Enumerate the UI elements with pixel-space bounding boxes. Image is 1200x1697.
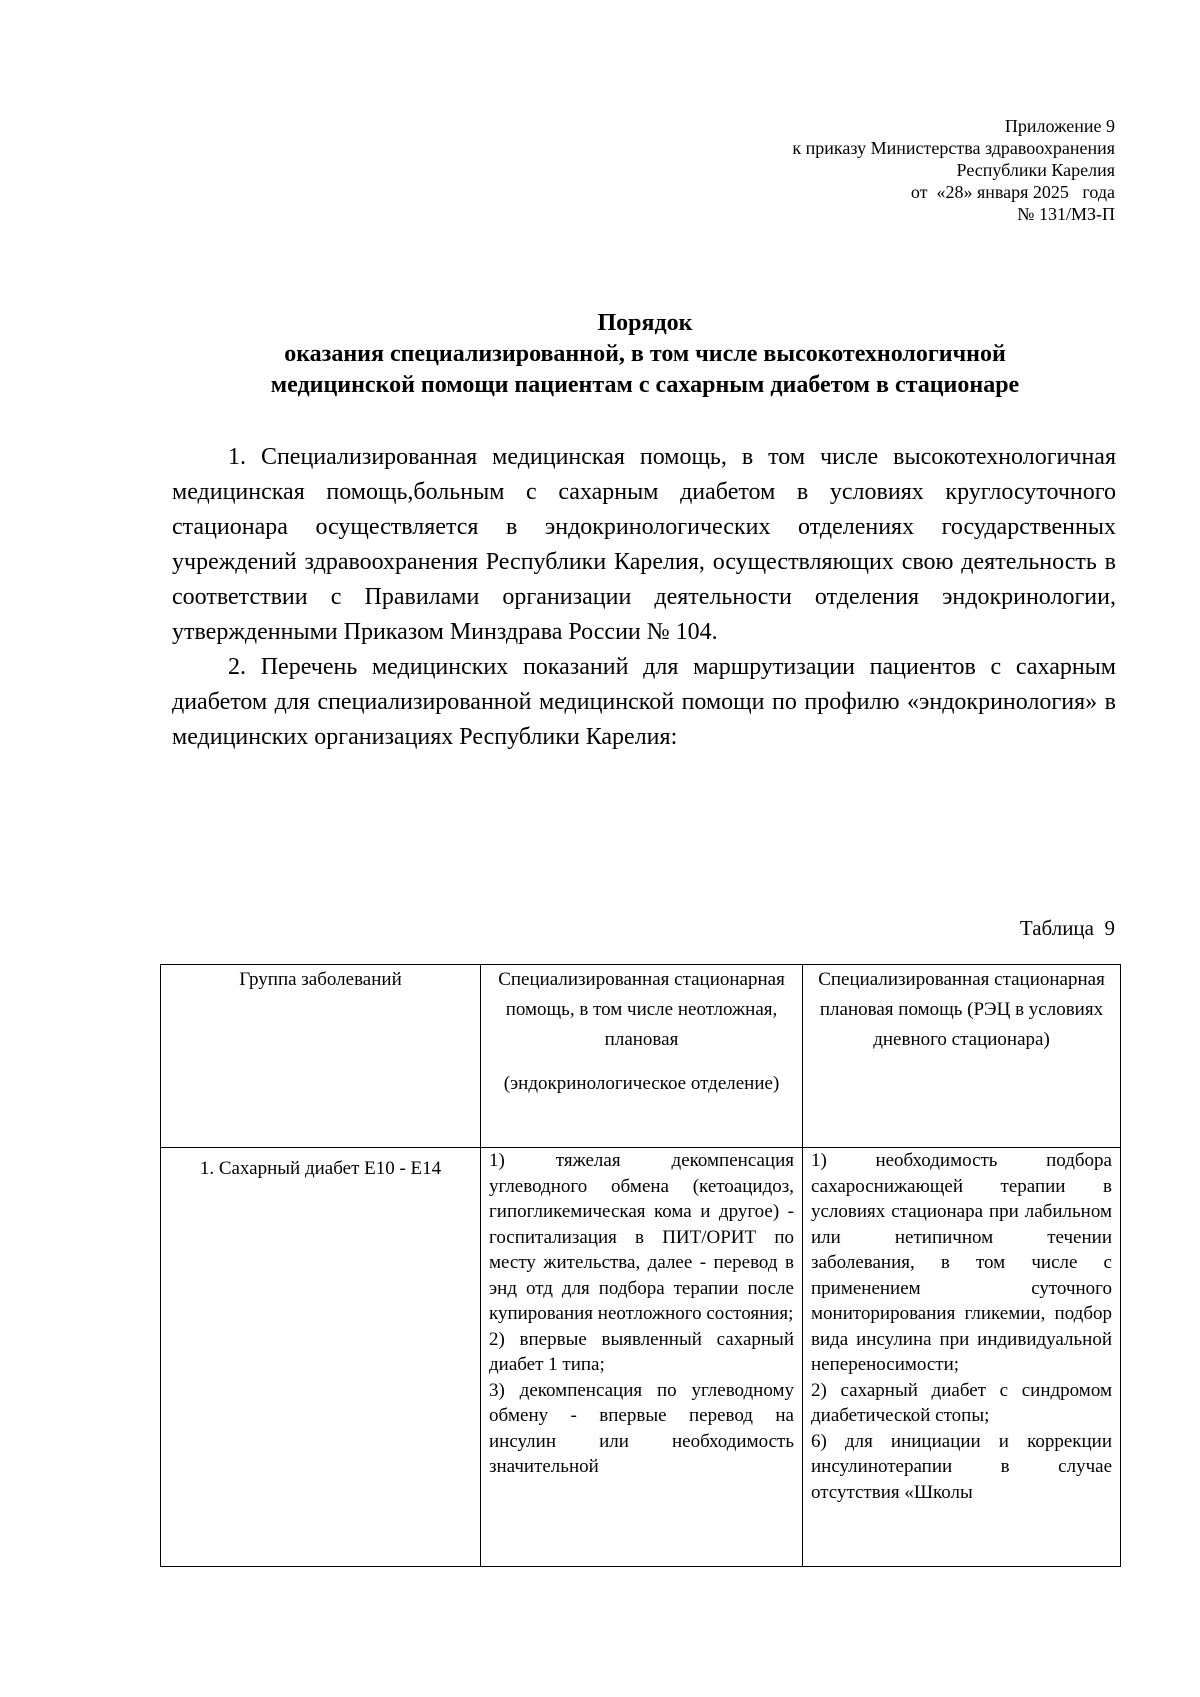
- indication-item: 2) сахарный диабет с синдромом диабетической стопы;: [811, 1379, 1112, 1426]
- indication-item: 3) декомпенсация по углеводному обмену - впервые перевод на инсулин или необходимость значительной: [489, 1379, 794, 1477]
- header-cell-day-hospital: [803, 965, 1121, 1148]
- appendix-date-line: от «28» января 2025 года: [910, 182, 1115, 202]
- header-day-hospital-label: Специализированная стационарная плановая помощь (РЭЦ в условиях дневного стационара): [818, 969, 1105, 1050]
- document-title: [120, 308, 1170, 401]
- appendix-line: Приложение 9: [1004, 116, 1115, 136]
- header-inpatient-sublabel: (эндокринологическое отделение): [503, 1073, 780, 1094]
- appendix-line: к приказу Министерства здравоохранения: [792, 138, 1115, 158]
- title-line: медицинской помощи пациентам с сахарным диабетом в стационаре: [270, 372, 1020, 398]
- table-row: [161, 1148, 1121, 1567]
- paragraph-2: 2. Перечень медицинских показаний для маршрутизации пациентов с сахарным диабетом для специализированной медицинской помощи по профилю «эндокринология» в медицинских организациях Республики Карелия:: [172, 654, 1116, 750]
- appendix-line: Республики Карелия: [956, 160, 1115, 180]
- appendix-order-number: № 131/МЗ-П: [1017, 204, 1115, 224]
- header-cell-inpatient: [481, 965, 803, 1148]
- header-cell-group: [161, 965, 481, 1148]
- indication-item: 6) для инициации и коррекции инсулинотерапии в случае отсутствия «Школы: [811, 1430, 1112, 1503]
- disease-group-text: 1. Сахарный диабет Е10 - Е14: [199, 1158, 442, 1179]
- title-line: Порядок: [597, 310, 693, 336]
- cell-day-hospital-indications: [803, 1148, 1121, 1567]
- title-line: оказания специализированной, в том числе высокотехнологичной: [284, 341, 1006, 367]
- indication-item: 1) необходимость подбора сахароснижающей терапии в условиях стационара при лабильном или нетипичном течении заболевания, в том числе с применением суточного мониторирования гликемии, подбор вида инсулина при индивидуальной непереносимости;: [811, 1150, 1112, 1375]
- paragraph-1: 1. Специализированная медицинская помощь, в том числе высокотехнологичная медицинская помощь,больным с сахарным диабетом в условиях круглосуточного стационара осуществляется в эндокринологических отделениях государственных учреждений здравоохранения Республики Карелия, осуществляющих свою деятельность в соответствии с Правилами организации деятельности отделения эндокринологии, утвержденными Приказом Минздрава России № 104.: [172, 444, 1116, 645]
- routing-table: [160, 964, 1121, 1567]
- cell-disease-group: [161, 1148, 481, 1567]
- appendix-header: [415, 115, 1115, 225]
- table-header-row: [161, 965, 1121, 1148]
- header-inpatient-label: Специализированная стационарная помощь, в том числе неотложная, плановая: [498, 969, 785, 1050]
- cell-inpatient-indications: [481, 1148, 803, 1567]
- indication-item: 1) тяжелая декомпенсация углеводного обмена (кетоацидоз, гипогликемическая кома и другое) - госпитализация в ПИТ/ОРИТ по месту жительства, далее - перевод в энд отд для подбора терапии после купирования неотложного состояния;: [489, 1150, 794, 1324]
- header-group-label: Группа заболеваний: [239, 969, 402, 990]
- document-body: [172, 440, 1116, 755]
- table-caption: Таблица 9: [1019, 916, 1115, 940]
- indication-item: 2) впервые выявленный сахарный диабет 1 типа;: [489, 1328, 794, 1375]
